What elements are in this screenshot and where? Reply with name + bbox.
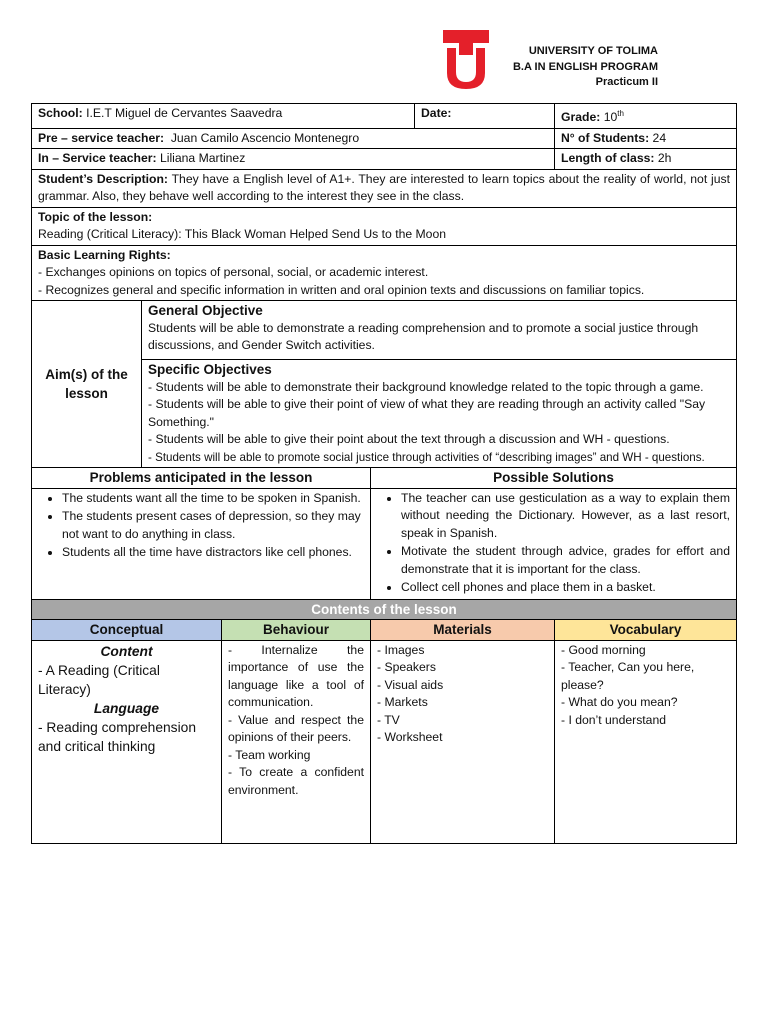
behaviour-item: - Team working <box>228 747 311 762</box>
behaviour-item: - Value and respect the opinions of their peers. <box>228 712 364 745</box>
problems-list <box>38 490 364 562</box>
date-cell <box>415 104 555 129</box>
problem-item: • The students want all the time to be spoken in Spanish. <box>62 490 364 508</box>
specific-objective: - Students will be able to give their point of view of what they are reading through an activity called "Say Something." <box>148 397 706 429</box>
contents-title-row <box>32 599 737 620</box>
topic-text: Reading (Critical Literacy): This Black Woman Helped Send Us to the Moon <box>38 227 447 242</box>
behaviour-header: Behaviour <box>222 620 371 641</box>
in-service-cell <box>32 149 555 170</box>
length-label: Length of class: <box>561 151 655 166</box>
specific-objective: - Students will be able to demonstrate their background knowledge related to the topic through a game. <box>148 379 704 394</box>
school-value: I.E.T Miguel de Cervantes Saavedra <box>86 106 283 120</box>
solution-item: • Motivate the student through advice, grades for effort and demonstrate that it is important for the class. <box>401 543 730 578</box>
materials-item: - TV <box>377 712 400 727</box>
contents-title: Contents of the lesson <box>32 599 737 620</box>
specific-objective: - Students will be able to promote social justice through activities of “describing images” and WH - questions. <box>148 450 705 464</box>
problems-cell <box>32 488 371 599</box>
description-row <box>32 169 737 207</box>
in-service-value: Liliana Martinez <box>159 151 246 166</box>
materials-header: Materials <box>371 620 555 641</box>
vocabulary-item: - I don’t understand <box>561 712 667 727</box>
lesson-plan-table <box>31 103 737 844</box>
topic-row <box>32 207 737 245</box>
topic-cell <box>32 207 737 245</box>
grade-value: 10 <box>603 110 618 125</box>
behaviour-cell <box>222 640 371 843</box>
description-label: Student’s Description: <box>38 171 168 186</box>
specific-objective: - Students will be able to give their point about the text through a discussion and WH - questions. <box>148 432 670 447</box>
vocabulary-cell <box>555 640 737 843</box>
university-block <box>513 44 658 91</box>
contents-body-row <box>32 640 737 843</box>
topic-label: Topic of the lesson: <box>38 209 153 224</box>
grade-label: Grade: <box>561 110 601 125</box>
solutions-header: Possible Solutions <box>371 468 737 489</box>
behaviour-item: - Internalize the importance of use the language like a tool of communication. <box>228 642 364 710</box>
general-objective-cell <box>142 301 737 360</box>
students-value: 24 <box>652 130 667 145</box>
materials-item: - Speakers <box>377 660 436 675</box>
rights-item: - Exchanges opinions on topics of personal, social, or academic interest. <box>38 265 429 280</box>
program-name: B.A IN ENGLISH PROGRAM <box>512 60 658 73</box>
vocabulary-header: Vocabulary <box>555 620 737 641</box>
rights-label: Basic Learning Rights: <box>38 247 171 262</box>
materials-item: - Worksheet <box>377 730 443 745</box>
pre-service-cell <box>32 128 555 149</box>
length-value: 2h <box>657 151 672 166</box>
pre-service-value: Juan Camilo Ascencio Montenegro <box>170 130 360 145</box>
language-text: - Reading comprehension and critical thinking <box>38 719 196 754</box>
pre-service-row <box>32 128 737 149</box>
pre-service-label: Pre – service teacher: <box>38 130 165 145</box>
university-logo <box>441 28 491 90</box>
school-row <box>32 104 737 129</box>
description-cell <box>32 169 737 207</box>
vocabulary-item: - Teacher, Can you here, please? <box>561 660 695 692</box>
conceptual-header: Conceptual <box>32 620 222 641</box>
aims-label: Aim(s) of the lesson <box>32 301 142 468</box>
problems-row <box>32 488 737 599</box>
materials-cell <box>371 640 555 843</box>
conceptual-cell <box>32 640 222 843</box>
solution-item: • Collect cell phones and place them in a basket. <box>401 579 730 597</box>
rights-row <box>32 245 737 301</box>
description-text: They have a English level of A1+. They are interested to learn topics about the reality of world, not just grammar. Also, they behave well according to the interest they see in the class. <box>38 171 731 204</box>
school-label: School: <box>38 106 83 120</box>
problem-item: • The students present cases of depression, so they may not want to do anything in class. <box>62 508 364 543</box>
rights-cell <box>32 245 737 301</box>
course-name: Practicum II <box>595 76 658 88</box>
rights-item: - Recognizes general and specific information in written and oral opinion texts and discussions on familiar topics. <box>38 282 645 297</box>
materials-item: - Markets <box>377 695 428 710</box>
general-objective-title: General Objective <box>148 303 263 319</box>
solution-item: • The teacher can use gesticulation as a way to explain them without needing the Dictionary. However, as a last resort, speak in Spanish. <box>401 490 730 543</box>
general-objective-text: Students will be able to demonstrate a reading comprehension and to promote a social justice through discussions, and Gender Switch activities. <box>148 320 699 353</box>
general-objective-row <box>32 301 737 360</box>
language-subtitle: Language <box>93 700 160 716</box>
problems-header: Problems anticipated in the lesson <box>32 468 371 489</box>
school-cell <box>32 104 415 129</box>
problems-header-row <box>32 468 737 489</box>
specific-objectives-title: Specific Objectives <box>148 362 272 378</box>
in-service-label: In – Service teacher: <box>38 151 157 166</box>
date-label: Date: <box>421 106 452 120</box>
materials-item: - Visual aids <box>377 677 444 692</box>
solutions-cell <box>371 488 737 599</box>
grade-cell <box>555 104 737 129</box>
solutions-list <box>377 490 730 597</box>
in-service-row <box>32 149 737 170</box>
behaviour-item: - To create a confident environment. <box>228 765 364 797</box>
materials-item: - Images <box>377 642 425 657</box>
document-header <box>0 0 768 100</box>
problem-item: • Students all the time have distractors like cell phones. <box>62 544 364 562</box>
grade-suffix: th <box>617 109 624 118</box>
vocabulary-item: - What do you mean? <box>561 695 678 710</box>
length-cell <box>555 149 737 170</box>
contents-header-row <box>32 620 737 641</box>
students-cell <box>555 128 737 149</box>
students-label: N° of Students: <box>561 130 650 145</box>
university-name: UNIVERSITY OF TOLIMA <box>528 45 658 57</box>
vocabulary-item: - Good morning <box>561 642 646 657</box>
content-text: - A Reading (Critical Literacy) <box>38 662 160 697</box>
content-subtitle: Content <box>100 643 153 659</box>
specific-objectives-cell <box>142 360 737 468</box>
